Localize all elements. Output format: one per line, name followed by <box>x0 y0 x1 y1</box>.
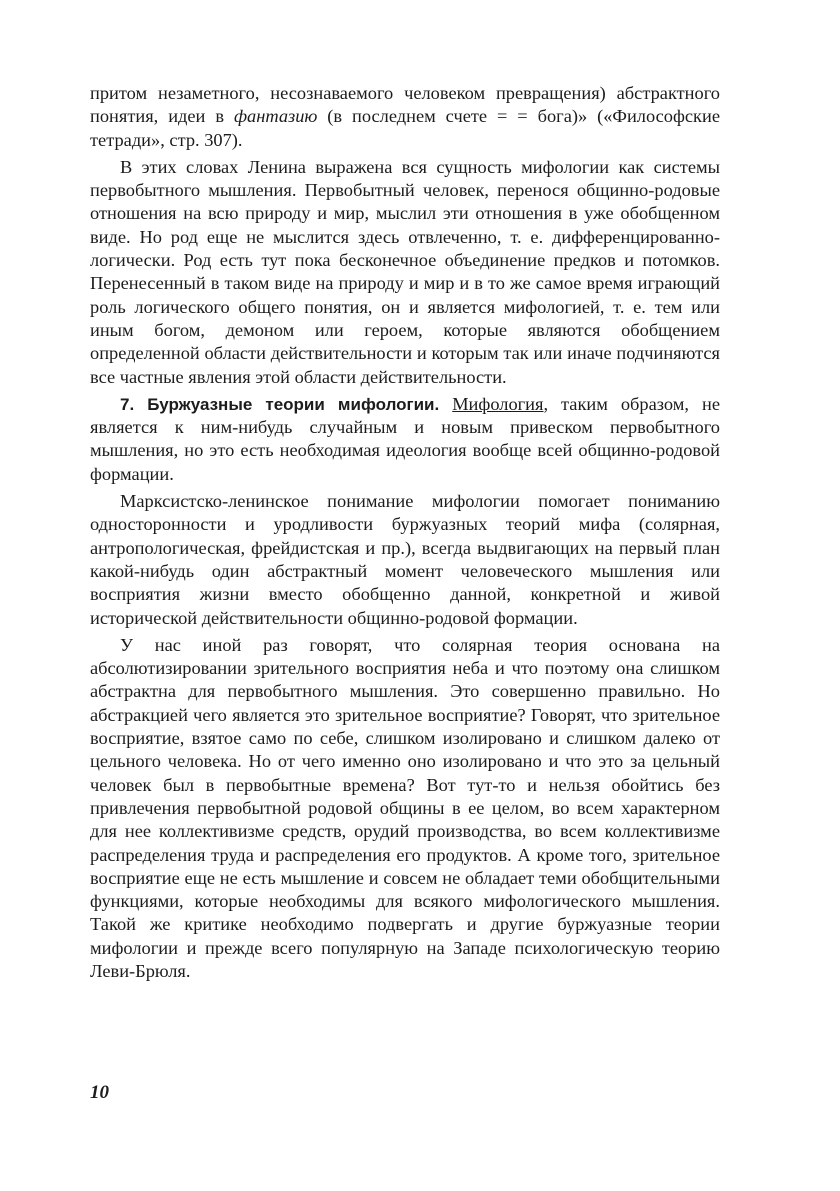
paragraph-5: У нас иной раз говорят, что солярная теория основана на абсолютизировании зрительного восприятия неба и что поэтому она слишком абстрактна для первобытного мышления. Это совершенно правильно. Но абстракцией чего является это зрительное восприятие? Говорят, что зрительное восприятие, взятое само по себе, слишком изолировано и слишком далеко от цельного человека. Но от чего именно оно изолировано и что это за цельный человек был в первобытные времена? Вот тут-то и нельзя обойтись без привлечения первобытной родовой общины в ее целом, во всем характерном для нее коллективизме средств, орудий производства, во всем коллективизме распределения труда и распределения его продуктов. А кроме того, зрительное восприятие еще не есть мышление и совсем не обладает теми обобщительными функциями, которые необходимы для всякого мифологического мышления. Такой же критике необходимо подвергать и другие буржуазные теории мифологии и прежде всего популярную на Западе психологическую теорию Леви-Брюля. <box>90 634 720 981</box>
paragraph-4: Марксистско-ленинское понимание мифологии помогает пониманию односторонности и уродливости буржуазных теорий мифа (солярная, антропологическая, фрейдистская и пр.), всегда выдвигающих на первый план какой-нибудь один абстрактный момент человеческого мышления или восприятия жизни вместо обобщенно данной, конкретной и живой исторической действительности общинно-родовой формации. <box>90 491 720 628</box>
book-page-text <box>90 82 720 983</box>
page-number: 10 <box>90 1082 109 1103</box>
section-heading: 7. Буржуазные теории мифологии. <box>120 394 440 414</box>
paragraph-3-text: , таким образом, не является к ним-нибудь случайным и новым привеском первобытного мышления, но это есть необходимая идеология вообще всей общинно-родовой формации. <box>90 393 720 484</box>
paragraph-1-emphasis: фантазию <box>233 106 318 127</box>
underlined-term: Мифология <box>452 393 544 414</box>
paragraph-1 <box>90 82 720 152</box>
paragraph-1-start: притом незаметного, несознаваемого человеком превращения) абстрактного понятия, идеи в <box>90 83 720 127</box>
paragraph-2: В этих словах Ленина выражена вся сущность мифологии как системы первобытного мышления. Первобытный человек, перенося общинно-родовые отношения на всю природу и мир, мыслил эти отношения в уже обобщенном виде. Но род еще не мыслится здесь отвлеченно, т. е. дифференцированно-логически. Род есть тут пока бесконечное объединение предков и потомков. Перенесенный в таком виде на природу и мир и в то же самое время играющий роль логического общего понятия, он и является мифологией, т. е. тем или иным богом, демоном или героем, которые являются обобщением определенной области действительности и которым так или иначе подчиняются все частные явления этой области действительности. <box>90 156 720 387</box>
paragraph-3 <box>90 393 720 486</box>
paragraph-1-end: (в последнем счете = = бога)» («Философские тетради», стр. 307). <box>90 106 720 150</box>
